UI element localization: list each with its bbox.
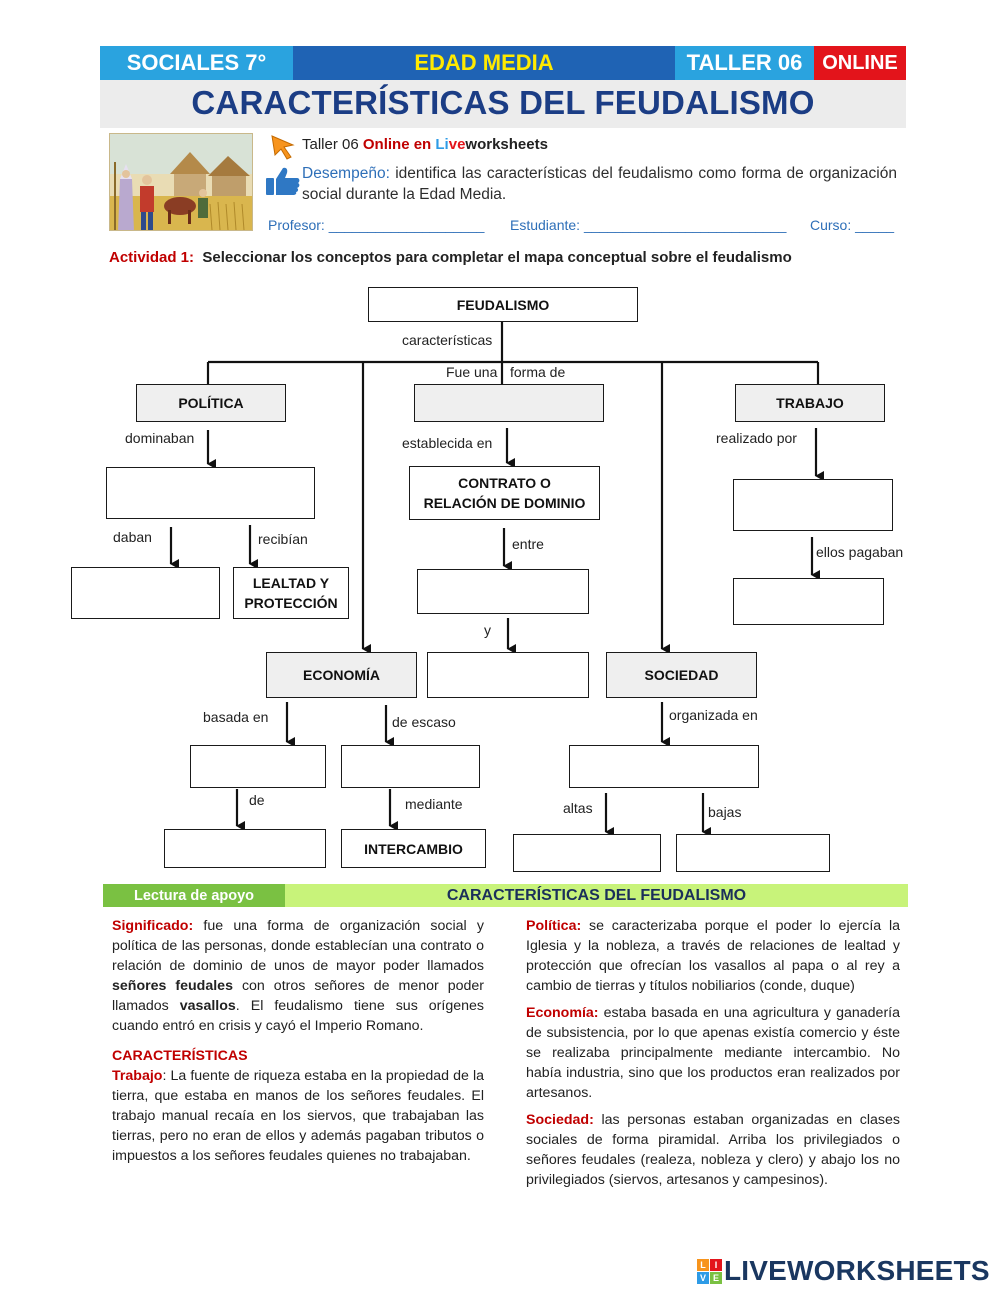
- header-subject: SOCIALES 7°: [100, 46, 293, 80]
- label-organizada-en: organizada en: [669, 707, 758, 723]
- label-mediante: mediante: [405, 796, 463, 812]
- label-y: y: [484, 622, 491, 638]
- trabajo-paragraph: Trabajo: La fuente de riqueza estaba en la propiedad de la tierra, que estaba en manos de los señores feudales. El trabajo manual recaía en los siervos, que trabajaban las tierras, pero no eran de ellos y además pagaban tributos o impuestos a los señores feudales quienes no trabajaban.: [112, 1068, 484, 1164]
- label-de-escaso: de escaso: [392, 714, 456, 730]
- label-de: de: [249, 792, 265, 808]
- de-escaso-drop-box[interactable]: [341, 745, 480, 788]
- teacher-field[interactable]: Profesor: ____________________: [268, 217, 485, 233]
- label-bajas: bajas: [708, 804, 742, 820]
- label-ellos-pagaban: ellos pagaban: [816, 544, 904, 560]
- label-fue-una: Fue una: [446, 364, 498, 380]
- reading-right-column: [526, 916, 900, 1197]
- label-realizado-por: realizado por: [716, 430, 797, 446]
- sociedad-paragraph: Sociedad: las personas estaban organizadas en clases sociales de forma piramidal. Arriba los privilegiados o señores feudales (realeza, nobleza y clero) y abajo los no privilegiados (siervos, artesanos y campesinos).: [526, 1112, 900, 1188]
- label-recibian: recibían: [258, 531, 308, 547]
- course-field[interactable]: Curso: _____: [810, 217, 895, 233]
- entre-drop-box[interactable]: [417, 569, 589, 614]
- bajas-drop-box[interactable]: [676, 834, 830, 872]
- economia-box: ECONOMÍA: [266, 652, 417, 698]
- header-period: EDAD MEDIA: [293, 46, 675, 80]
- politica-box: POLÍTICA: [136, 384, 286, 422]
- reading-left-column: [112, 916, 484, 1173]
- label-daban: daban: [113, 529, 152, 545]
- sociedad-box: SOCIEDAD: [606, 652, 757, 698]
- forma-de-drop-box[interactable]: [414, 384, 604, 422]
- intercambio-box: INTERCAMBIO: [341, 829, 486, 868]
- header-workshop: TALLER 06: [675, 46, 814, 80]
- daban-drop-box[interactable]: [71, 567, 220, 619]
- significado-paragraph: Significado: fue una forma de organización social y política de las personas, donde establecían una contrato o relación de dominio de unos de mayor poder llamados señores feudales con otros señores de menor poder llamados vasallos. El feudalismo tiene sus orígenes cuando entró en crisis y cayó el Imperio Romano.: [112, 918, 485, 1034]
- label-forma-de: forma de: [510, 364, 566, 380]
- label-caracteristicas: características: [402, 332, 493, 348]
- reading-title: CARACTERÍSTICAS DEL FEUDALISMO: [285, 884, 908, 907]
- label-entre: entre: [512, 536, 544, 552]
- caracteristicas-heading: CARACTERÍSTICAS: [112, 1048, 248, 1064]
- liveworksheets-link[interactable]: Taller 06 Online en Liveworksheets: [302, 136, 548, 153]
- contrato-box: CONTRATO O RELACIÓN DE DOMINIO: [409, 466, 600, 520]
- performance-statement: Desempeño: identifica las características del feudalismo como forma de organización social durante la Edad Media.: [302, 165, 897, 203]
- feudalismo-box: FEUDALISMO: [368, 287, 638, 322]
- label-altas: altas: [563, 800, 593, 816]
- lealtad-box: LEALTAD Y PROTECCIÓN: [233, 567, 349, 619]
- liveworksheets-logo[interactable]: LIVEWORKSHEETS: [724, 1255, 990, 1286]
- label-basada-en: basada en: [203, 709, 269, 725]
- realizado-por-drop-box[interactable]: [733, 479, 893, 531]
- activity-instruction: Actividad 1: Seleccionar los conceptos para completar el mapa conceptual sobre el feudalismo: [109, 249, 792, 266]
- altas-drop-box[interactable]: [513, 834, 661, 872]
- label-establecida-en: establecida en: [402, 435, 493, 451]
- header-online-badge: ONLINE: [814, 46, 906, 80]
- dominaban-drop-box[interactable]: [106, 467, 315, 519]
- ellos-pagaban-drop-box[interactable]: [733, 578, 884, 625]
- politica-paragraph: Política: se caracterizaba porque el poder lo ejercía la Iglesia y la nobleza, a través de relaciones de lealtad y protección que ofrecían los vasallos al papa o al rey a cambio de tierras y títulos nobiliarios (conde, duque): [526, 918, 900, 994]
- liveworksheets-badge-icon: L I V E: [697, 1259, 723, 1285]
- trabajo-box: TRABAJO: [735, 384, 885, 422]
- label-dominaban: dominaban: [125, 430, 195, 446]
- organizada-en-drop-box[interactable]: [569, 745, 759, 788]
- reading-tab: Lectura de apoyo: [103, 884, 285, 907]
- economia-paragraph: Economía: estaba basada en una agricultura y ganadería de subsistencia, por lo que apenas existía comercio y éste se realizaba principalmente mediante intercambio. No había industria, sino que los productos eran realizados por artesanos.: [526, 1005, 900, 1101]
- de-drop-box[interactable]: [164, 829, 326, 868]
- basada-en-drop-box[interactable]: [190, 745, 326, 788]
- y-drop-box[interactable]: [427, 652, 589, 698]
- student-field[interactable]: Estudiante: __________________________: [510, 217, 787, 233]
- page-title: CARACTERÍSTICAS DEL FEUDALISMO: [191, 84, 815, 121]
